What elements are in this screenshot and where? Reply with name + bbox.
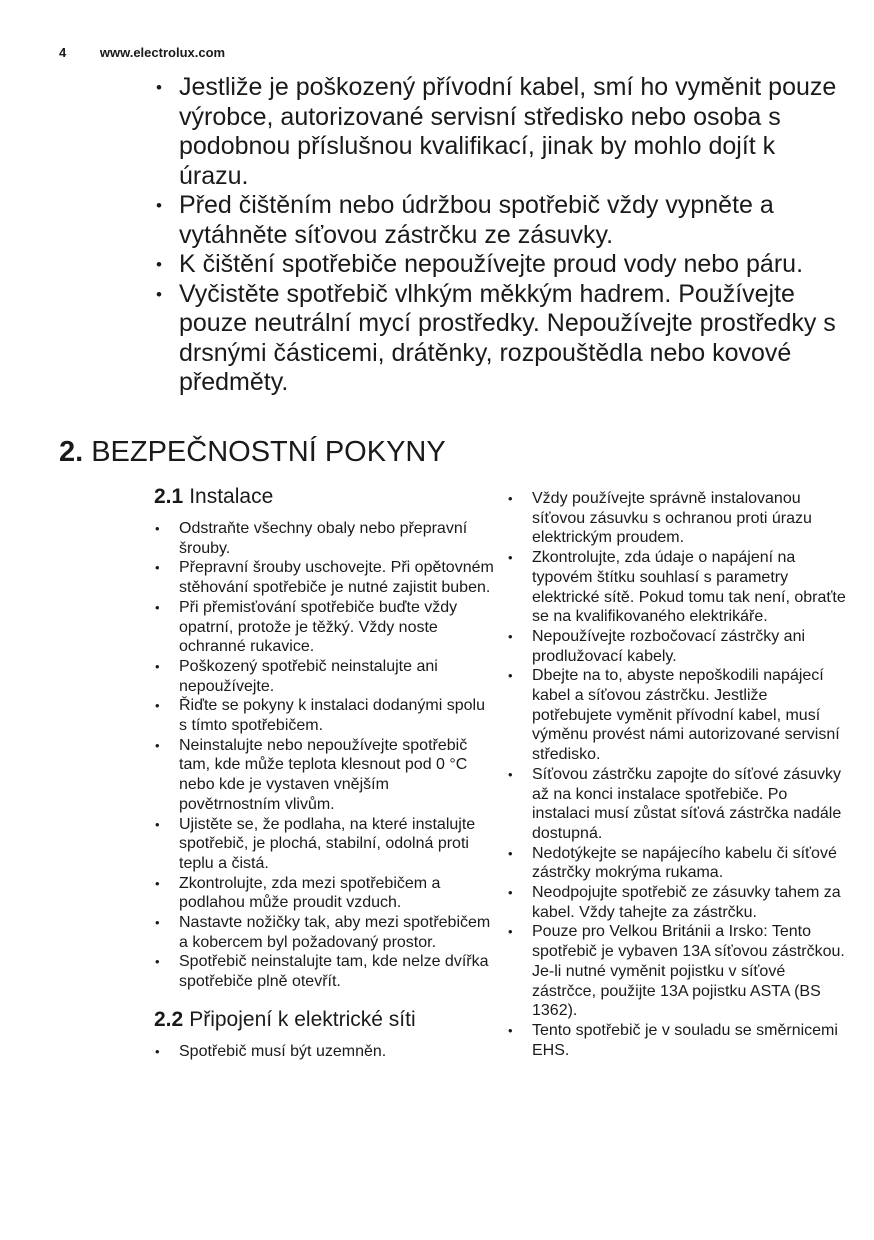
- list-item: • Řiďte se pokyny k instalaci dodanými spolu s tímto spotřebičem.: [154, 696, 494, 735]
- list-item: • Pouze pro Velkou Británii a Irsko: Tento spotřebič je vybaven 13A síťovou zástrčkou. Je-li nutné vyměnit pojistku v síťové zástrčce, použijte 13A pojistku ASTA (BS 1362).: [507, 922, 847, 1021]
- list-item: • Ujistěte se, že podlaha, na které instalujte spotřebič, je plochá, stabilní, odolná proti teplu a čistá.: [154, 815, 494, 874]
- electrical-list: [154, 1042, 494, 1062]
- list-item: • Nastavte nožičky tak, aby mezi spotřebičem a kobercem byl požadovaný prostor.: [154, 913, 494, 952]
- right-column: [507, 489, 847, 1060]
- list-item: • Tento spotřebič je v souladu se směrnicemi EHS.: [507, 1021, 847, 1060]
- subsection-heading-electrical: [154, 1008, 494, 1032]
- list-item: • Vyčistěte spotřebič vlhkým měkkým hadrem. Používejte pouze neutrální mycí prostředky. Nepoužívejte prostředky s drsnými částicemi, drátěnky, rozpouštědla nebo kovové předměty.: [156, 280, 846, 398]
- page-number: 4: [59, 45, 67, 60]
- list-item: • Neinstalujte nebo nepoužívejte spotřebič tam, kde může teplota klesnout pod 0 °C nebo kde je vystaven vnějším povětrnostním vlivům.: [154, 736, 494, 815]
- section-number: 2.: [59, 436, 84, 468]
- site-url: www.electrolux.com: [99, 45, 226, 60]
- list-item: • Před čištěním nebo údržbou spotřebič vždy vypněte a vytáhněte síťovou zástrčku ze zásuvky.: [156, 191, 846, 250]
- list-item: • Jestliže je poškozený přívodní kabel, smí ho vyměnit pouze výrobce, autorizované servisní středisko nebo osoba s podobnou příslušnou kvalifikací, jinak by mohlo dojít k úrazu.: [156, 73, 846, 191]
- list-item: • Přepravní šrouby uschovejte. Při opětovném stěhování spotřebiče je nutné zajistit buben.: [154, 558, 494, 597]
- page-header: [59, 45, 225, 60]
- list-item: • Při přemisťování spotřebiče buďte vždy opatrní, protože je těžký. Vždy noste ochranné rukavice.: [154, 598, 494, 657]
- subsection-title: Připojení k elektrické síti: [189, 1007, 416, 1031]
- list-item: • Odstraňte všechny obaly nebo přepravní šrouby.: [154, 519, 494, 558]
- subsection-number: 2.2: [154, 1007, 184, 1031]
- subsection-heading-installation: [154, 485, 494, 509]
- installation-list: [154, 519, 494, 992]
- subsection-number: 2.1: [154, 485, 184, 508]
- list-item: • Zkontrolujte, zda mezi spotřebičem a podlahou může proudit vzduch.: [154, 874, 494, 913]
- list-item: • Nepoužívejte rozbočovací zástrčky ani prodlužovací kabely.: [507, 627, 847, 666]
- list-item: • Zkontrolujte, zda údaje o napájení na typovém štítku souhlasí s parametry elektrické sítě. Pokud tomu tak není, obraťte se na kvalifikovaného elektrikáře.: [507, 548, 847, 627]
- list-item: • Spotřebič neinstalujte tam, kde nelze dvířka spotřebiče plně otevřít.: [154, 952, 494, 991]
- subsection-title: Instalace: [189, 485, 274, 508]
- list-item: • Dbejte na to, abyste nepoškodili napájecí kabel a síťovou zástrčku. Jestliže potřebujete vyměnit přívodní kabel, musí výměnu provést námi autorizované servisní středisko.: [507, 666, 847, 765]
- list-item: • Vždy používejte správně instalovanou síťovou zásuvku s ochranou proti úrazu elektrickým proudem.: [507, 489, 847, 548]
- list-item: • Poškozený spotřebič neinstalujte ani nepoužívejte.: [154, 657, 494, 696]
- list-item: • K čištění spotřebiče nepoužívejte proud vody nebo páru.: [156, 250, 846, 280]
- list-item: • Spotřebič musí být uzemněn.: [154, 1042, 494, 1062]
- section-title-text: BEZPEČNOSTNÍ POKYNY: [91, 436, 446, 468]
- electrical-list-continued: [507, 489, 847, 1060]
- list-item: • Síťovou zástrčku zapojte do síťové zásuvky až na konci instalace spotřebiče. Po instalaci musí zůstat síťová zástrčka nadále dostupná.: [507, 765, 847, 844]
- left-column: [154, 485, 494, 1062]
- intro-bullet-list: [156, 73, 846, 398]
- list-item: • Neodpojujte spotřebič ze zásuvky tahem za kabel. Vždy tahejte za zástrčku.: [507, 883, 847, 922]
- section-title: [59, 436, 446, 469]
- list-item: • Nedotýkejte se napájecího kabelu či síťové zástrčky mokrýma rukama.: [507, 844, 847, 883]
